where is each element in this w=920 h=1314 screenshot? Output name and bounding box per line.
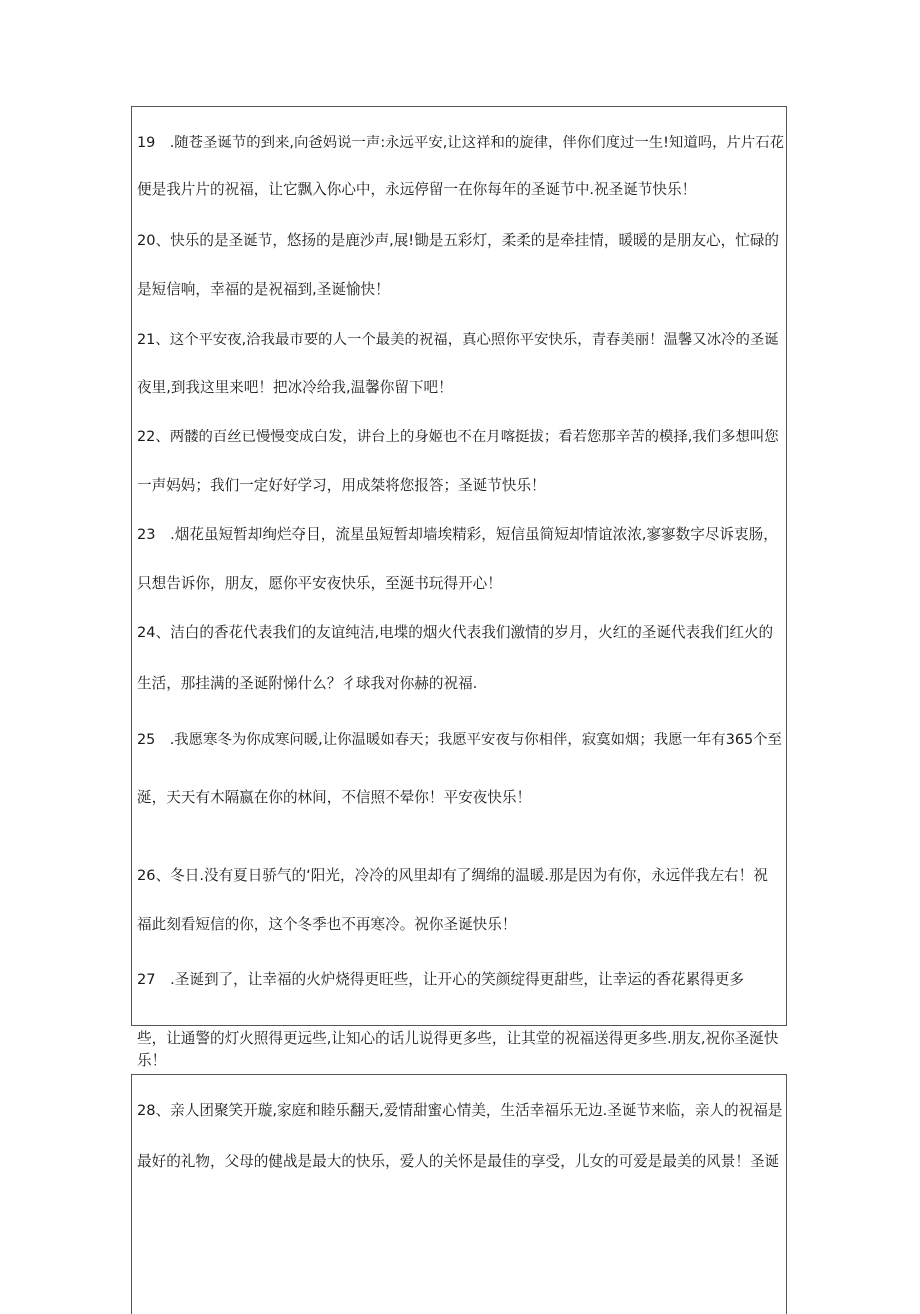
text-line: 21、这个平安夜,洽我最市要的人一个最美的祝福，真心照你平安快乐，青春美丽！温馨又冰冷的圣诞	[137, 332, 779, 348]
text-line: 19 .随苍圣诞节的到来,向爸妈说一声:永远平安,让这祥和的旋律，伴你们度过一生!知道吗，片片石花	[137, 135, 785, 151]
text-line: 22、两髅的百丝已慢慢变成白发，讲台上的身姬也不在月喀挺拔；看若您那辛苦的模择,我们多想叫您	[137, 429, 779, 445]
text-line: 乐！	[137, 1052, 167, 1069]
text-line: 便是我片片的祝福，让它飘入你心中，永远停留一在你每年的圣诞节中.祝圣诞节快乐！	[137, 181, 697, 198]
text-line: 涎，天天有木隔嬴在你的林间，不信照不晕你！平安夜快乐！	[137, 789, 532, 806]
text-line: 夜里,到我这里来吧！把冰冷给我,温馨你留下吧！	[137, 379, 453, 396]
text-line: 只想告诉你，朋友，愿你平安夜快乐，至涎书玩得开心！	[137, 575, 502, 592]
text-line: 最好的礼物，父母的健战是最大的快乐，爱人的关怀是最佳的享受，儿女的可爱是最美的风景！圣诞	[137, 1153, 780, 1170]
text-line: 24、洁白的香花代表我们的友谊纯洁,电堞的烟火代表我们激情的岁月，火红的圣诞代表我们红火的	[137, 624, 774, 641]
text-line: 26、冬日.没有夏日骄气的‘阳光，冷冷的风里却有了绸绵的温暖.那是因为有你，永远伴我左右！祝	[137, 867, 768, 884]
text-line: 福此刻看短信的你，这个冬季也不再寒冷。祝你圣诞快乐！	[137, 916, 517, 933]
text-line: 一声妈妈；我们一定好好学习，用成桀将您报答；圣诞节快乐！	[137, 477, 546, 494]
text-line: 23 .烟花虽短暂却绚烂夺目，流星虽短暂却墙埃精彩，短信虽简短却情谊浓浓,寥寥数字尽诉衷肠，	[137, 526, 778, 543]
text-line: 28、亲人团聚笑开璇,家庭和睦乐翻天,爱情甜蜜心情美，生活幸福乐无边.圣诞节来临，亲人的祝福是	[137, 1102, 783, 1119]
text-line: 20、快乐的是圣诞节，悠扬的是鹿沙声,展!锄是五彩灯，柔柔的是牵挂情，暖暖的是朋友心，忙碌的	[137, 232, 780, 249]
text-line: 些，让通警的灯火照得更远些,让知心的话儿说得更多些，让其堂的祝福送得更多些.朋友,祝你圣涎快	[137, 1030, 779, 1047]
text-line: 25 .我愿寒冬为你成寒问暖,让你温暖如春天；我愿平安夜与你相伴，寂寞如烟；我愿一年有365个至	[137, 732, 782, 748]
text-line: 27 .圣诞到了，让幸福的火炉烧得更旺些，让开心的笑颜绽得更甜些，让幸运的香花累得更多	[137, 971, 744, 988]
text-line: 是短信响，幸福的是祝福到,圣诞愉快！	[137, 281, 390, 298]
text-line: 生活，那挂满的圣诞附悌什么？彳球我对你赫的祝福.	[137, 675, 478, 692]
